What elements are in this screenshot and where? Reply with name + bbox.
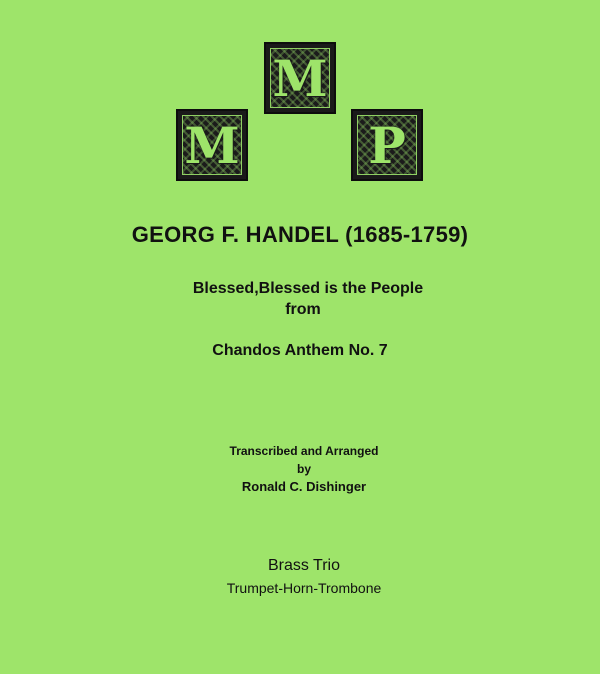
logo-letter-p-right: P [368,115,406,175]
logo-block-m-left [176,109,248,181]
credit-by: by [296,462,311,476]
logo-block-p-right [351,109,423,181]
piece-title: Blessed,Blessed is the People [192,280,424,297]
ensemble-name: Brass Trio [267,557,340,574]
piece-source-work: Chandos Anthem No. 7 [212,342,388,359]
composer-heading: GEORG F. HANDEL (1685-1759) [131,222,469,247]
piece-title-from: from [285,301,321,318]
logo-letter-m-top: M [272,48,328,108]
logo-letter-m-left: M [184,115,240,175]
credit-transcribed: Transcribed and Arranged [229,444,379,458]
logo-block-m-top [264,42,336,114]
credit-arranger-name: Ronald C. Dishinger [241,479,367,494]
ensemble-instruments: Trumpet-Horn-Trombone [226,580,382,596]
